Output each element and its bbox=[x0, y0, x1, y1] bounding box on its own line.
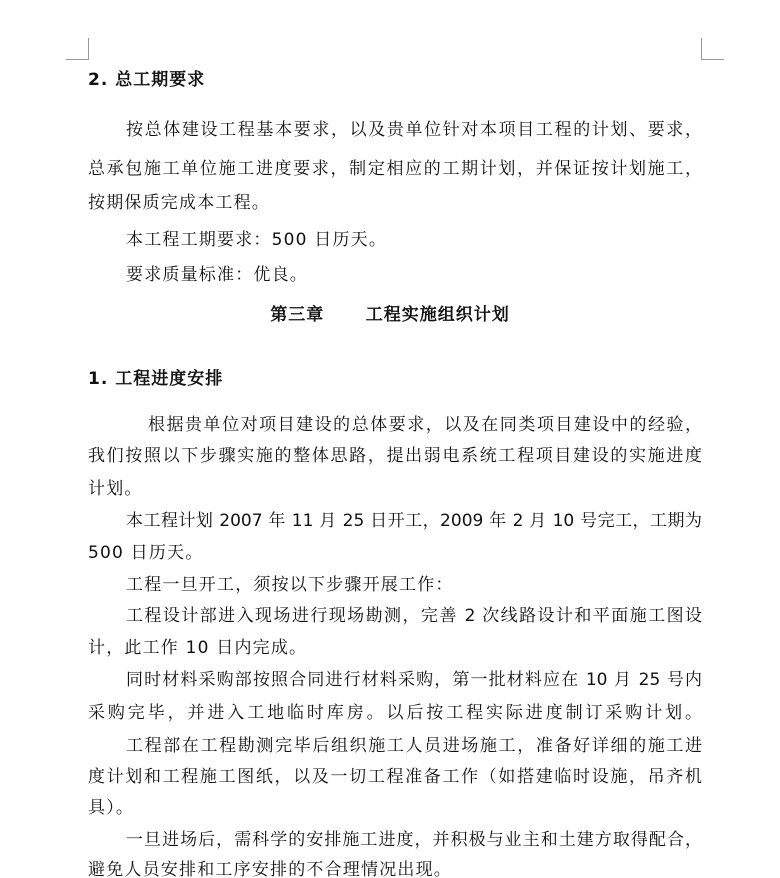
paragraph-line: 总承包施工单位施工进度要求，制定相应的工期计划，并保证按计划施工， bbox=[88, 159, 702, 179]
paragraph-line: 计，此工作 10 日内完成。 bbox=[88, 638, 308, 658]
paragraph-line: 避免人员安排和工序安排的不合理情况出现。 bbox=[88, 860, 452, 878]
quality-line: 要求质量标准：优良。 bbox=[126, 265, 308, 285]
section-2-heading: 2. 总工期要求 bbox=[88, 70, 206, 90]
paragraph-line: 根据贵单位对项目建设的总体要求，以及在同类项目建设中的经验， bbox=[148, 415, 702, 435]
paragraph-line: 同时材料采购部按照合同进行材料采购，第一批材料应在 10 月 25 号内 bbox=[126, 670, 702, 690]
paragraph-line: 工程设计部进入现场进行现场勘测，完善 2 次线路设计和平面施工图设 bbox=[126, 606, 702, 626]
paragraph-line: 按总体建设工程基本要求，以及贵单位针对本项目工程的计划、要求， bbox=[126, 120, 702, 140]
crop-mark-top-left bbox=[66, 59, 89, 60]
chapter-title: 第三章 工程实施组织计划 bbox=[270, 305, 510, 325]
paragraph-line: 度计划和工程施工图纸，以及一切工程准备工作（如搭建临时设施，吊齐机 bbox=[88, 767, 702, 787]
paragraph-line: 本工程计划 2007 年 11 月 25 日开工，2009 年 2 月 10 号完工，工期为 bbox=[126, 511, 702, 531]
section-1-heading: 1. 工程进度安排 bbox=[88, 369, 224, 389]
paragraph-line: 我们按照以下步骤实施的整体思路，提出弱电系统工程项目建设的实施进度 bbox=[88, 446, 702, 466]
paragraph-line: 500 日历天。 bbox=[88, 543, 204, 563]
paragraph-line: 一旦进场后，需科学的安排施工进度，并积极与业主和土建方取得配合， bbox=[126, 830, 702, 850]
paragraph-line: 具）。 bbox=[88, 798, 135, 818]
crop-mark-top-right bbox=[701, 59, 724, 60]
duration-line: 本工程工期要求：500 日历天。 bbox=[126, 230, 388, 250]
paragraph-line: 工程部在工程勘测完毕后组织施工人员进场施工，准备好详细的施工进 bbox=[126, 736, 702, 756]
crop-mark-top-left bbox=[88, 38, 89, 60]
paragraph-line: 按期保质完成本工程。 bbox=[88, 193, 270, 213]
paragraph-line: 采购完毕，并进入工地临时库房。以后按工程实际进度制订采购计划。 bbox=[88, 703, 702, 723]
crop-mark-top-right bbox=[701, 38, 702, 60]
paragraph-line: 计划。 bbox=[88, 479, 143, 499]
paragraph-line: 工程一旦开工，须按以下步骤开展工作： bbox=[126, 575, 454, 595]
